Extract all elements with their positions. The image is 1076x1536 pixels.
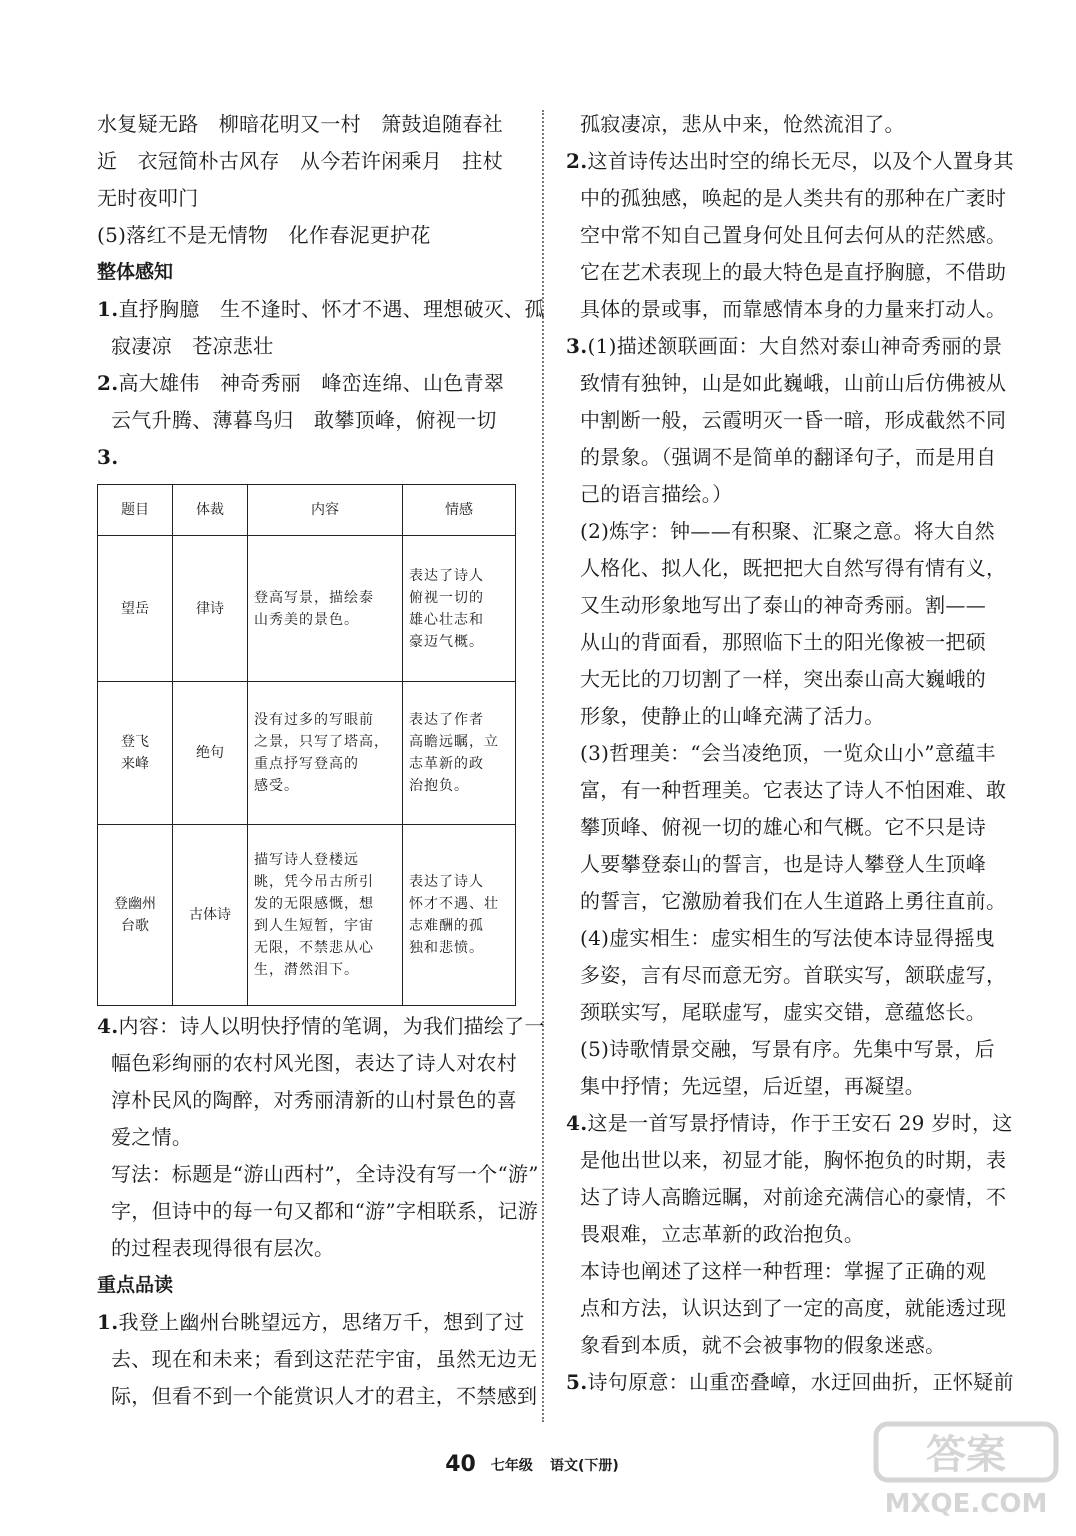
text-line: 诗句原意：山重峦叠嶂，水迂回曲折，正怀疑前 (587, 1370, 1014, 1394)
grade-label: 七年级 (490, 1457, 533, 1474)
cell-line: 眺，凭今吊古所引 (254, 874, 374, 890)
table-row (98, 682, 516, 825)
text-line: 这是一首写景抒情诗，作于王安石 29 岁时，这 (587, 1111, 1013, 1135)
watermark-logo-icon (872, 1420, 1060, 1520)
text-line: 大无比的刀切割了一样，突出泰山高大巍峨的 (580, 667, 986, 691)
text-line: (3)哲理美：“会当凌绝顶，一览众山小”意蕴丰 (580, 741, 996, 765)
cell-line: 感受。 (254, 778, 299, 794)
table-cell-genre: 古体诗 (173, 825, 248, 1006)
text-line: 的誓言，它激励着我们在人生道路上勇往直前。 (580, 889, 1007, 913)
text-line: 多姿，言有尽而意无穷。首联实写，颔联虚写， (580, 963, 1007, 987)
cell-line: 表达了诗人 (409, 567, 484, 584)
item-number: 3. (566, 334, 588, 358)
table-header-cell: 体裁 (173, 485, 248, 536)
answer-5-right (566, 1364, 1014, 1401)
answer-key-1 (97, 1304, 525, 1341)
right-column (566, 106, 1014, 1401)
item-number: 4. (97, 1014, 119, 1038)
text-line: 近 衣冠简朴古风存 从今若许闲乘月 拄杖 (97, 149, 503, 173)
answer-2-right (566, 143, 1014, 180)
text-line: 这首诗传达出时空的绵长无尽，以及个人置身其 (587, 149, 1014, 173)
text-line: 高大雄伟 神奇秀丽 峰峦连绵、山色青翠 (118, 371, 505, 395)
text-line: (1)描述颔联画面：大自然对泰山神奇秀丽的景 (587, 334, 1003, 358)
table-row (98, 536, 516, 682)
text-line: 本诗也阐述了这样一种哲理：掌握了正确的观 (580, 1259, 986, 1283)
table-header-row (98, 485, 516, 536)
text-line: 空中常不知自己置身何处且何去何从的茫然感。 (580, 223, 1007, 247)
text-line: 无时夜叩门 (97, 186, 199, 210)
text-line: 爱之情。 (111, 1125, 193, 1149)
text-line: (2)炼字：钟——有积聚、汇聚之意。将大自然 (580, 519, 995, 543)
text-line: 际，但看不到一个能赏识人才的君主，不禁感到 (111, 1384, 538, 1408)
cell-line: 到人生短暂，宇宙 (254, 918, 374, 934)
cell-line: 高瞻远瞩，立 (409, 734, 499, 750)
table-header-cell: 题目 (98, 485, 173, 536)
text-line: 云气升腾、薄暮鸟归 敢攀顶峰，俯视一切 (111, 408, 497, 432)
section-heading-key-reading: 重点品读 (97, 1274, 174, 1296)
text-line: 攀顶峰、俯视一切的雄心和气概。它不只是诗 (580, 815, 986, 839)
text-line: 内容：诗人以明快抒情的笔调，为我们描绘了一 (118, 1014, 545, 1038)
cell-line: 山秀美的景色。 (254, 611, 359, 628)
table-cell-emotion (403, 825, 516, 1006)
text-line: 它在艺术表现上的最大特色是直抒胸臆，不借助 (580, 260, 1007, 284)
answer-3-right (566, 328, 1003, 365)
cell-line: 登高写景，描绘泰 (254, 589, 374, 606)
item-number: 3. (97, 445, 119, 469)
cell-line: 雄心壮志和 (409, 611, 484, 628)
section-heading-overall: 整体感知 (97, 261, 174, 283)
cell-line: 怀才不遇、壮 (409, 896, 499, 912)
table-cell-title (98, 825, 173, 1006)
text-line: 又生动形象地写出了泰山的神奇秀丽。割—— (580, 593, 986, 617)
cell-line: 没有过多的写眼前 (254, 712, 374, 728)
text-line: 从山的背面看，那照临下土的阳光像被一把硕 (580, 630, 986, 654)
text-line: 去、现在和未来；看到这茫茫宇宙，虽然无边无 (111, 1347, 538, 1371)
text-line: 直抒胸臆 生不逢时、怀才不遇、理想破灭、孤 (118, 297, 545, 321)
poem-comparison-table (97, 484, 516, 1006)
cell-line: 独和悲愤。 (409, 940, 484, 956)
text-line: 幅色彩绚丽的农村风光图，表达了诗人对农村 (111, 1051, 517, 1075)
table-cell-emotion (403, 682, 516, 825)
text-line: 富，有一种哲理美。它表达了诗人不怕困难、敢 (580, 778, 1007, 802)
text-line: 点和方法，认识达到了一定的高度，就能透过现 (580, 1296, 1007, 1320)
cell-line: 台歌 (121, 918, 149, 934)
text-line: (5)落红不是无情物 化作春泥更护花 (97, 223, 431, 247)
text-line: 象看到本质，就不会被事物的假象迷惑。 (580, 1333, 946, 1357)
page-number: 40 (445, 1452, 476, 1477)
cell-line: 来峰 (121, 756, 149, 772)
table-header-cell: 内容 (248, 485, 403, 536)
cell-line: 生，潸然泪下。 (254, 962, 359, 978)
text-line: 淳朴民风的陶醉，对秀丽清新的山村景色的喜 (111, 1088, 517, 1112)
cell-line: 表达了诗人 (409, 874, 484, 890)
watermark-bottom-text: MXQE.COM (884, 1489, 1048, 1519)
item-number: 1. (97, 297, 119, 321)
table-cell-content (248, 825, 403, 1006)
text-line: 己的语言描绘。） (580, 482, 733, 506)
text-line: 集中抒情；先远望，后近望，再凝望。 (580, 1074, 926, 1098)
text-line: 中的孤独感，唤起的是人类共有的那种在广袤时 (580, 186, 1007, 210)
cell-line: 登幽州 (114, 896, 156, 912)
table-row (98, 825, 516, 1006)
item-number: 4. (566, 1111, 588, 1135)
text-line: 的过程表现得很有层次。 (111, 1236, 335, 1260)
table-cell-content (248, 682, 403, 825)
cell-line: 登飞 (121, 734, 149, 750)
answer-1 (97, 291, 545, 328)
text-line: 达了诗人高瞻远瞩，对前途充满信心的豪情，不 (580, 1185, 1007, 1209)
text-line: 人格化、拟人化，既把把大自然写得有情有义， (580, 556, 1007, 580)
text-line: 形象，使静止的山峰充满了活力。 (580, 704, 885, 728)
cell-line: 之景，只写了塔高， (254, 734, 389, 750)
text-line: 寂凄凉 苍凉悲壮 (111, 334, 274, 358)
item-number: 2. (566, 149, 588, 173)
text-line: 致情有独钟，山是如此巍峨，山前山后仿佛被从 (580, 371, 1007, 395)
text-line: 孤寂凄凉，悲从中来，怆然流泪了。 (580, 112, 905, 136)
table-header-cell: 情感 (403, 485, 516, 536)
cell-line: 俯视一切的 (409, 589, 484, 606)
cell-line: 志革新的政 (409, 756, 484, 772)
text-line: 畏艰难，立志革新的政治抱负。 (580, 1222, 865, 1246)
text-line: 的景象。（强调不是简单的翻译句子，而是用自 (580, 445, 997, 469)
answer-4 (97, 1008, 545, 1045)
watermark-top-text: 答案 (926, 1432, 1006, 1478)
text-line: 字，但诗中的每一句又都和“游”字相联系，记游 (111, 1199, 539, 1223)
text-line: 中割断一般，云霞明灭一昏一暗，形成截然不同 (580, 408, 1007, 432)
text-line: 是他出世以来，初显才能，胸怀抱负的时期，表 (580, 1148, 1007, 1172)
table-cell-content (248, 536, 403, 682)
cell-line: 志难酬的孤 (409, 918, 484, 934)
text-line: (5)诗歌情景交融，写景有序。先集中写景，后 (580, 1037, 995, 1061)
cell-line: 治抱负。 (409, 778, 469, 794)
text-line: 水复疑无路 柳暗花明又一村 箫鼓追随春社 (97, 112, 503, 136)
table-cell-genre: 绝句 (173, 682, 248, 825)
cell-line: 重点抒写登高的 (254, 756, 359, 772)
item-number: 1. (97, 1310, 119, 1334)
table-cell-title (98, 682, 173, 825)
cell-line: 表达了作者 (409, 712, 484, 728)
cell-line: 豪迈气概。 (409, 633, 484, 650)
cell-line: 无限，不禁悲从心 (254, 940, 374, 956)
left-column (97, 106, 545, 1415)
text-line: 我登上幽州台眺望远方，思绪万千，想到了过 (118, 1310, 525, 1334)
cell-line: 描写诗人登楼远 (254, 852, 359, 868)
item-number: 2. (97, 371, 119, 395)
text-line: 颈联实写，尾联虚写，虚实交错，意蕴悠长。 (580, 1000, 986, 1024)
text-line: 写法：标题是“游山西村”，全诗没有写一个“游” (111, 1162, 539, 1186)
subject-label: 语文(下册) (550, 1457, 619, 1474)
answer-2 (97, 365, 522, 402)
item-number: 5. (566, 1370, 588, 1394)
cell-line: 发的无限感慨，想 (254, 896, 374, 912)
table-cell-emotion (403, 536, 516, 682)
text-line: 人要攀登泰山的誓言，也是诗人攀登人生顶峰 (580, 852, 986, 876)
text-line: (4)虚实相生：虚实相生的写法使本诗显得摇曳 (580, 926, 995, 950)
text-line: 具体的景或事，而靠感情本身的力量来打动人。 (580, 297, 1007, 321)
table-cell-genre: 律诗 (173, 536, 248, 682)
answer-4-right (566, 1105, 1013, 1142)
table-cell-title: 望岳 (98, 536, 173, 682)
